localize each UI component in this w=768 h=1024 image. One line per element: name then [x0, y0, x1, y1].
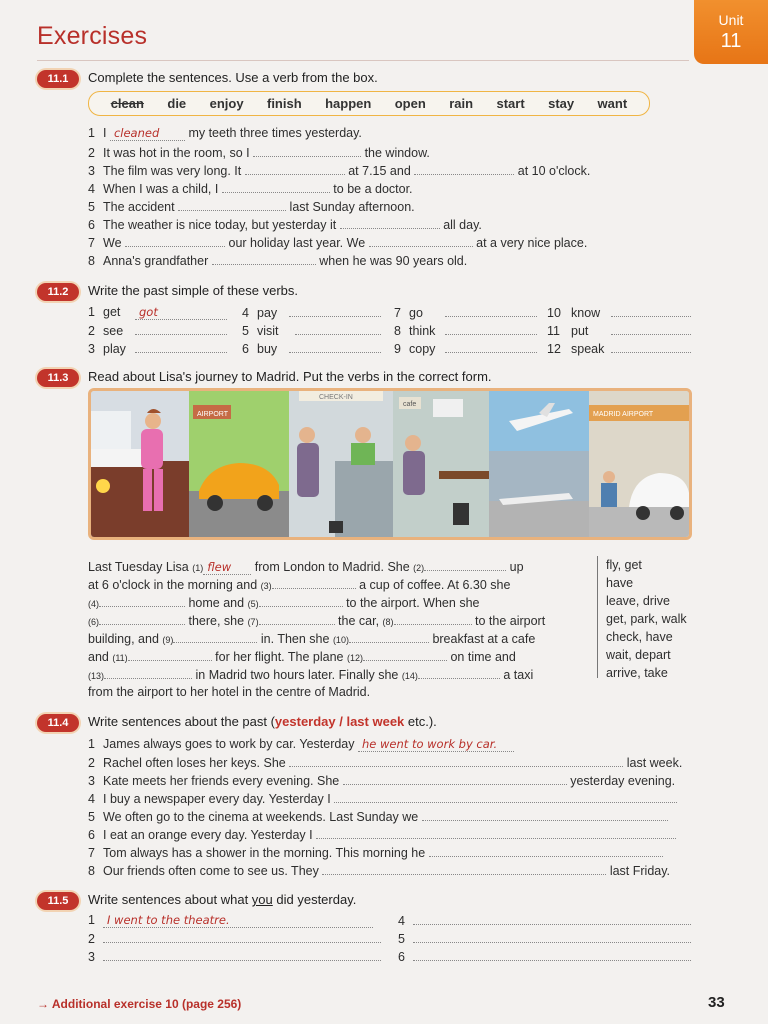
- answer-line: [88, 931, 381, 946]
- item-number: 3: [88, 342, 95, 356]
- sentence-line: [88, 199, 415, 214]
- sentence-text: my teeth three times yesterday.: [188, 126, 362, 140]
- answer-blank[interactable]: [178, 199, 286, 211]
- additional-exercise-link[interactable]: [37, 997, 241, 1011]
- exercise-badge-11-1: 11.1: [37, 70, 79, 88]
- additional-exercise-label: Additional exercise 10 (page 256): [51, 997, 242, 1011]
- sentence-line: [88, 163, 590, 178]
- verb-item-row: [394, 305, 537, 320]
- car-panel: [189, 391, 289, 537]
- answer-blank[interactable]: [349, 631, 429, 643]
- gap-number: (6): [88, 617, 99, 627]
- instruction-text: did yesterday.: [272, 892, 357, 907]
- item-number: 6: [88, 828, 95, 842]
- gap-number: (3): [260, 581, 272, 591]
- answer-blank[interactable]: [289, 755, 623, 767]
- verb-item-row: [88, 323, 227, 338]
- verb-base: buy: [257, 342, 278, 356]
- sentence-text: last Sunday afternoon.: [289, 200, 415, 214]
- answer-line: [398, 949, 691, 964]
- answer-blank[interactable]: [445, 305, 537, 317]
- story-text: to the airport: [475, 614, 546, 628]
- verb-item-row: [547, 341, 691, 356]
- verb-hint-list: [597, 556, 697, 678]
- item-number: 6: [88, 218, 95, 232]
- exercise-instruction-11-2: Write the past simple of these verbs.: [88, 283, 299, 298]
- item-number: 4: [242, 306, 249, 320]
- story-text: to the airport. When she: [346, 596, 480, 610]
- verb-item: open: [394, 96, 426, 111]
- answer-blank[interactable]: [104, 667, 192, 679]
- story-line: [88, 631, 535, 646]
- answer-blank[interactable]: [259, 613, 335, 625]
- sentence-text: when he was 90 years old.: [319, 254, 468, 268]
- verb-item: want: [597, 96, 628, 111]
- item-number: 1: [88, 126, 95, 140]
- answer-blank[interactable]: [295, 323, 381, 335]
- item-number: 6: [242, 342, 249, 356]
- story-text: and: [88, 650, 109, 664]
- verb-hint: wait, depart: [606, 648, 671, 662]
- verb-item-row: [88, 341, 227, 356]
- answer-line: [88, 949, 381, 964]
- verb-base: visit: [257, 324, 279, 338]
- sentence-text: Our friends often come to see us. They: [103, 864, 319, 878]
- answer-blank[interactable]: [289, 341, 381, 353]
- answer-blank[interactable]: [322, 863, 606, 875]
- instruction-text: Write sentences about what: [88, 892, 252, 907]
- item-number: 2: [88, 146, 95, 160]
- bedroom-panel: [91, 391, 189, 537]
- verb-base: put: [571, 324, 589, 338]
- answer-blank[interactable]: [424, 559, 506, 571]
- item-number: 4: [88, 792, 95, 806]
- verb-item-row: [88, 305, 227, 320]
- answer-blank[interactable]: [259, 595, 343, 607]
- answer-blank[interactable]: [289, 305, 381, 317]
- sentence-line: [88, 253, 467, 268]
- exercise-instruction-11-1: Complete the sentences. Use a verb from the box.: [88, 70, 378, 85]
- story-text: from London to Madrid. She: [254, 560, 410, 574]
- item-number: 5: [88, 200, 95, 214]
- item-number: 7: [394, 306, 401, 320]
- answer-blank[interactable]: [173, 631, 257, 643]
- item-number: 4: [88, 182, 95, 196]
- answer-blank[interactable]: [418, 667, 500, 679]
- item-number: 6: [398, 950, 405, 964]
- instruction-highlight: yesterday / last week: [274, 714, 405, 729]
- sentence-line: [88, 791, 677, 806]
- gap-number: (8): [382, 617, 394, 627]
- verb-hint: leave, drive: [606, 594, 670, 608]
- item-number: 2: [88, 324, 95, 338]
- answer-blank[interactable]: [413, 931, 691, 943]
- verb-item-row: [394, 323, 537, 338]
- item-number: 8: [88, 864, 95, 878]
- answer-blank[interactable]: [611, 341, 691, 353]
- verb-item-row: [242, 341, 381, 356]
- item-number: 11: [547, 324, 560, 338]
- answer-blank[interactable]: [429, 845, 663, 857]
- gap-number: (7): [247, 617, 259, 627]
- plane-panel: [489, 391, 589, 537]
- item-number: 7: [88, 236, 95, 250]
- answer-blank[interactable]: [128, 649, 212, 661]
- story-line: [88, 613, 545, 628]
- item-number: 2: [88, 932, 95, 946]
- verb-item: clean: [110, 96, 144, 111]
- checkin-sign: CHECK-IN: [319, 394, 353, 401]
- item-number: 5: [398, 932, 405, 946]
- story-line: [88, 685, 370, 699]
- page-title: Exercises: [37, 22, 148, 50]
- instruction-text: etc.).: [404, 714, 437, 729]
- story-text: in Madrid two hours later. Finally she: [195, 668, 399, 682]
- story-text: a taxi: [503, 668, 534, 682]
- story-text: in. Then she: [260, 632, 330, 646]
- exercise-instruction-11-5: [88, 892, 356, 907]
- sentence-line: [88, 235, 587, 250]
- verb-item-row: [242, 323, 381, 338]
- answer-blank[interactable]: [414, 163, 514, 175]
- page-number: 33: [708, 994, 725, 1011]
- verb-base: pay: [257, 306, 278, 320]
- item-number: 3: [88, 164, 95, 178]
- verb-base: speak: [571, 342, 605, 356]
- verb-hint: fly, get: [606, 558, 642, 572]
- story-line: [88, 577, 510, 592]
- cafe-sign: cafe: [403, 401, 417, 408]
- gap-number: (12): [346, 653, 363, 663]
- answer-blank[interactable]: [135, 341, 227, 353]
- story-text: for her flight. The plane: [215, 650, 344, 664]
- cafe-panel: [393, 391, 489, 537]
- answer-blank[interactable]: [103, 931, 381, 943]
- answer-blank[interactable]: [422, 809, 668, 821]
- exercise-badge-11-5: 11.5: [37, 892, 79, 910]
- gap-number: (4): [88, 599, 99, 609]
- verb-base: copy: [409, 342, 436, 356]
- story-text: breakfast at a cafe: [432, 632, 536, 646]
- verb-hint: arrive, take: [606, 666, 668, 680]
- sentence-text: Tom always has a shower in the morning. This morning he: [103, 846, 426, 860]
- item-number: 10: [547, 306, 561, 320]
- answer-blank[interactable]: [340, 217, 440, 229]
- story-text: Last Tuesday Lisa: [88, 560, 189, 574]
- exercise-badge-11-3: 11.3: [37, 369, 79, 387]
- sentence-line: [88, 737, 514, 752]
- story-text: up: [509, 560, 524, 574]
- story-text: building, and: [88, 632, 159, 646]
- item-number: 2: [88, 756, 95, 770]
- instruction-text: Write sentences about the past (: [88, 714, 275, 729]
- item-number: 1: [88, 913, 95, 927]
- answer-example: got: [135, 305, 227, 320]
- answer-blank[interactable]: [413, 913, 691, 925]
- sentence-line: [88, 827, 676, 842]
- gap-number: (11): [112, 653, 128, 663]
- sentence-line: [88, 181, 413, 196]
- verb-item: enjoy: [209, 96, 244, 111]
- answer-example: I went to the theatre.: [103, 913, 373, 928]
- sentence-text: It was hot in the room, so I: [103, 146, 250, 160]
- sentence-text: We often go to the cinema at weekends. Last Sunday we: [103, 810, 419, 824]
- sentence-text: I eat an orange every day. Yesterday I: [103, 828, 313, 842]
- story-line: [88, 559, 524, 575]
- sentence-text: We: [103, 236, 122, 250]
- sentence-line: [88, 755, 693, 770]
- unit-number: 11: [720, 30, 742, 52]
- sentence-text: The accident: [103, 200, 175, 214]
- story-text: on time and: [450, 650, 516, 664]
- sentence-text: to be a doctor.: [333, 182, 413, 196]
- verb-hint: check, have: [606, 630, 673, 644]
- verb-base: play: [103, 342, 126, 356]
- answer-blank[interactable]: [272, 577, 356, 589]
- answer-line: [398, 931, 691, 946]
- answer-line: [398, 913, 691, 928]
- gap-number: (10): [332, 635, 349, 645]
- verb-item: start: [496, 96, 525, 111]
- item-number: 7: [88, 846, 95, 860]
- sentence-text: at a very nice place.: [476, 236, 588, 250]
- verb-item-row: [547, 323, 691, 338]
- answer-blank[interactable]: [222, 181, 330, 193]
- sentence-text: I buy a newspaper every day. Yesterday I: [103, 792, 331, 806]
- verb-item: happen: [325, 96, 372, 111]
- verb-hint: have: [606, 576, 634, 590]
- answer-blank[interactable]: [445, 323, 537, 335]
- gap-number: (5): [247, 599, 259, 609]
- gap-number: (13): [88, 671, 105, 681]
- answer-blank[interactable]: [334, 791, 677, 803]
- sentence-line: [88, 845, 663, 860]
- answer-example: flew: [203, 560, 251, 575]
- verb-base: think: [409, 324, 436, 338]
- verb-item-row: [547, 305, 691, 320]
- item-number: 3: [88, 950, 95, 964]
- answer-blank[interactable]: [103, 949, 381, 961]
- sentence-line: [88, 145, 430, 160]
- story-text: at 6 o'clock in the morning and: [88, 578, 258, 592]
- story-text: from the airport to her hotel in the centre of Madrid.: [88, 685, 371, 699]
- item-number: 12: [547, 342, 561, 356]
- taxi-panel: [589, 391, 689, 537]
- verb-item-row: [242, 305, 381, 320]
- story-text: a cup of coffee. At 6.30 she: [359, 578, 511, 592]
- story-line: [88, 649, 516, 664]
- answer-blank[interactable]: [369, 235, 473, 247]
- answer-blank[interactable]: [316, 827, 676, 839]
- sentence-text: at 7.15 and: [348, 164, 411, 178]
- sentence-text: all day.: [443, 218, 482, 232]
- answer-blank[interactable]: [611, 323, 691, 335]
- item-number: 9: [394, 342, 401, 356]
- item-number: 3: [88, 774, 95, 788]
- answer-blank[interactable]: [363, 649, 447, 661]
- gap-number: (9): [162, 635, 174, 645]
- arrow-icon: →: [37, 997, 49, 1011]
- journey-illustration: [88, 388, 692, 540]
- story-text: home and: [188, 596, 245, 610]
- sentence-text: Anna's grandfather: [103, 254, 209, 268]
- verb-base: get: [103, 305, 121, 319]
- sentence-text: at 10 o'clock.: [517, 164, 591, 178]
- sentence-text: last Friday.: [609, 864, 671, 878]
- sentence-text: last week.: [626, 756, 683, 770]
- answer-blank[interactable]: [611, 305, 691, 317]
- answer-blank[interactable]: [125, 235, 225, 247]
- verb-box: [88, 91, 650, 116]
- exercise-instruction-11-4: [88, 714, 437, 729]
- gap-number: (1): [192, 563, 204, 573]
- item-number: 1: [88, 305, 95, 319]
- unit-tab: [694, 0, 768, 64]
- sentence-text: our holiday last year. We: [228, 236, 366, 250]
- madrid-sign: MADRID AIRPORT: [593, 411, 654, 418]
- exercise-instruction-11-3: Read about Lisa's journey to Madrid. Put the verbs in the correct form.: [88, 369, 492, 384]
- verb-base: know: [571, 306, 601, 320]
- title-divider: [37, 60, 689, 61]
- story-text: the car,: [338, 614, 380, 628]
- sentence-line: [88, 809, 668, 824]
- item-number: 4: [398, 914, 405, 928]
- sentence-text: The weather is nice today, but yesterday it: [103, 218, 337, 232]
- answer-blank[interactable]: [212, 253, 316, 265]
- exercise-badge-11-2: 11.2: [37, 283, 79, 301]
- unit-label: Unit: [718, 12, 744, 28]
- item-number: 8: [88, 254, 95, 268]
- verb-item: rain: [449, 96, 474, 111]
- answer-blank[interactable]: [253, 145, 361, 157]
- story-text: there, she: [188, 614, 245, 628]
- verb-hint: get, park, walk: [606, 612, 687, 626]
- verb-item-row: [394, 341, 537, 356]
- answer-line: [88, 913, 373, 928]
- sentence-line: [88, 773, 675, 788]
- answer-example: he went to work by car.: [358, 737, 514, 752]
- answer-blank[interactable]: [394, 613, 472, 625]
- answer-blank[interactable]: [343, 773, 567, 785]
- item-number: 8: [394, 324, 401, 338]
- gap-number: (2): [413, 563, 425, 573]
- answer-blank[interactable]: [99, 613, 185, 625]
- item-number: 5: [88, 810, 95, 824]
- sentence-text: Rachel often loses her keys. She: [103, 756, 286, 770]
- answer-blank[interactable]: [413, 949, 691, 961]
- instruction-underlined: you: [251, 892, 273, 907]
- sentence-text: I: [103, 126, 107, 140]
- sentence-text: Kate meets her friends every evening. She: [103, 774, 340, 788]
- gap-number: (14): [401, 671, 418, 681]
- answer-blank[interactable]: [99, 595, 185, 607]
- checkin-panel: [289, 391, 393, 537]
- verb-item: stay: [548, 96, 575, 111]
- exercise-badge-11-4: 11.4: [37, 714, 79, 732]
- sentence-text: The film was very long. It: [103, 164, 242, 178]
- story-line: [88, 667, 533, 682]
- answer-blank[interactable]: [445, 341, 537, 353]
- sentence-line: [88, 863, 670, 878]
- answer-blank[interactable]: [135, 323, 227, 335]
- answer-blank[interactable]: [245, 163, 345, 175]
- verb-base: see: [103, 324, 124, 338]
- sentence-text: James always goes to work by car. Yesterday: [103, 737, 355, 751]
- sentence-text: When I was a child, I: [103, 182, 219, 196]
- sentence-line: [88, 217, 482, 232]
- answer-example: cleaned: [110, 126, 185, 141]
- verb-item: die: [167, 96, 187, 111]
- verb-item: finish: [266, 96, 302, 111]
- item-number: 1: [88, 737, 95, 751]
- airport-sign: AIRPORT: [197, 411, 228, 418]
- sentence-line: [88, 126, 362, 141]
- verb-base: go: [409, 306, 423, 320]
- sentence-text: the window.: [364, 146, 430, 160]
- item-number: 5: [242, 324, 249, 338]
- story-line: [88, 595, 479, 610]
- sentence-text: yesterday evening.: [570, 774, 676, 788]
